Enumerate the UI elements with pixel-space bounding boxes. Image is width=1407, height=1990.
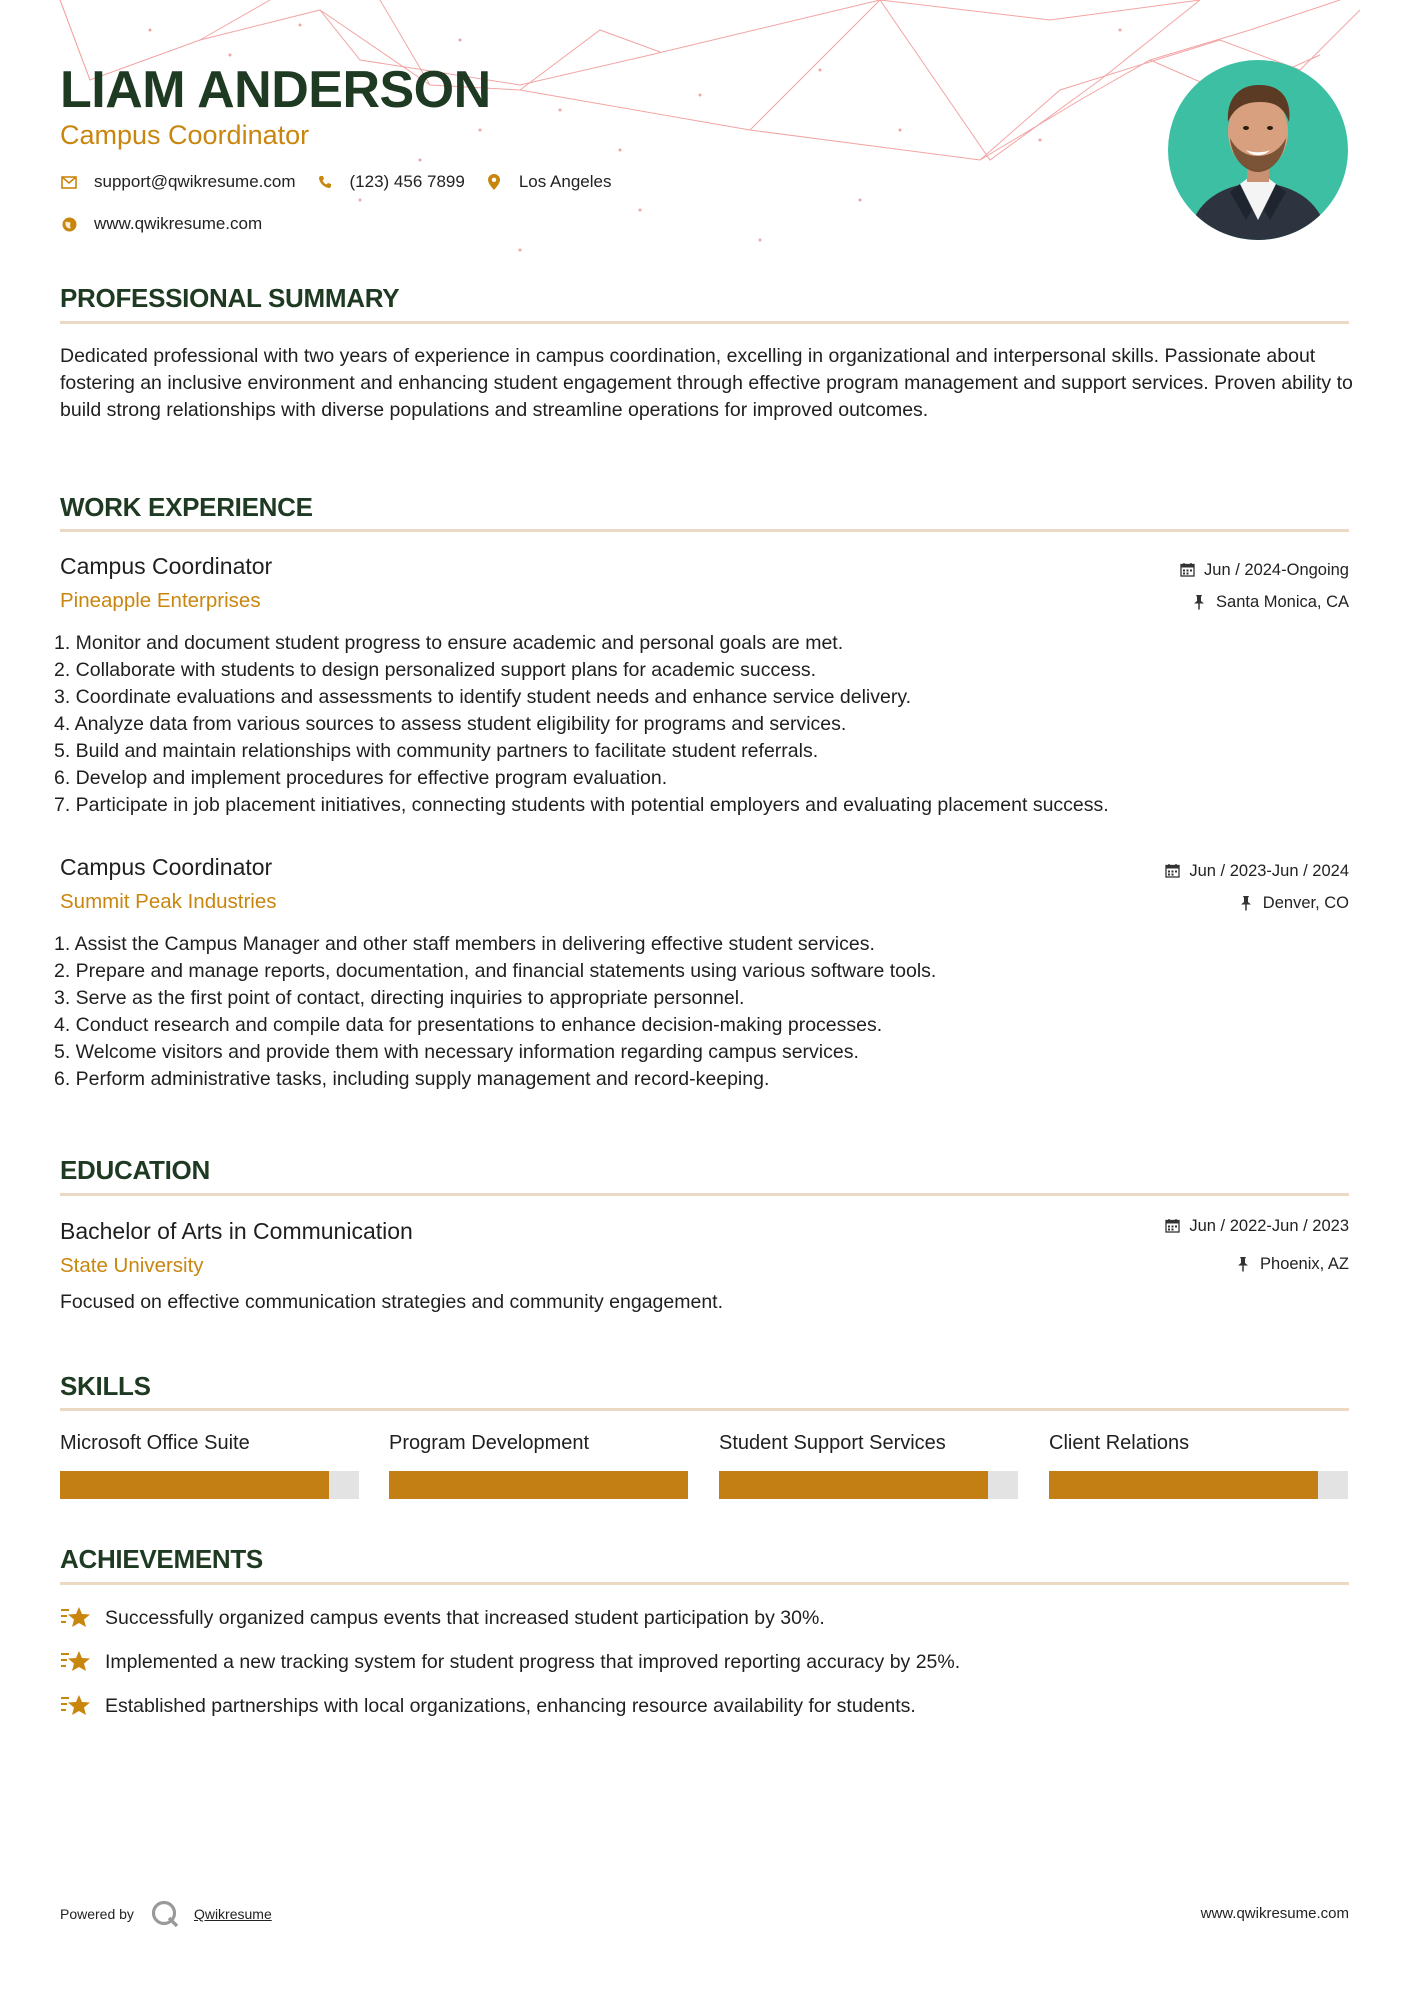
summary-text: Dedicated professional with two years of experience in campus coordination, excelling in organizational and interpersonal skills. Passionate about fostering an inclusive environment and enhancing student engagement through effective program management and support services. Proven ability to build strong relationships with diverse populations and streamline operations for improved outcomes. <box>60 345 1353 421</box>
footer-website[interactable]: www.qwikresume.com <box>1200 1905 1349 1922</box>
phone-text: (123) 456 7899 <box>349 172 465 191</box>
duty-item: 1. Monitor and document student progress to ensure academic and personal goals are met. <box>54 632 844 654</box>
skill-label: Microsoft Office Suite <box>60 1432 250 1454</box>
summary-heading: PROFESSIONAL SUMMARY <box>60 283 400 313</box>
achievement-text: Implemented a new tracking system for student progress that improved reporting accuracy by 25%. <box>105 1650 961 1673</box>
achievement-text: Established partnerships with local organizations, enhancing resource availability for students. <box>105 1694 916 1717</box>
duty-item: 7. Participate in job placement initiatives, connecting students with potential employers and evaluating placement success. <box>54 794 1109 816</box>
achievement-item <box>60 1648 960 1676</box>
job-duties-list <box>54 630 1109 819</box>
education-dates <box>1165 1215 1349 1237</box>
qwikresume-link[interactable]: Qwikresume <box>193 1906 272 1922</box>
contact-row-secondary <box>60 214 282 234</box>
duty-item: 2. Collaborate with students to design personalized support plans for academic success. <box>54 659 817 681</box>
achievements-heading: ACHIEVEMENTS <box>60 1544 263 1574</box>
calendar-icon <box>1165 1218 1181 1234</box>
contact-row-primary <box>60 172 631 192</box>
contact-website[interactable] <box>60 214 262 234</box>
job-dates-text: Jun / 2024-Ongoing <box>1204 561 1349 579</box>
skills-heading: SKILLS <box>60 1371 151 1401</box>
job-location <box>1192 591 1349 613</box>
contact-phone[interactable] <box>316 172 465 192</box>
globe-icon <box>60 215 78 233</box>
achievement-item <box>60 1692 916 1720</box>
job-dates-text: Jun / 2023-Jun / 2024 <box>1189 862 1349 880</box>
duty-item: 4. Conduct research and compile data for presentations to enhance decision-making processes. <box>54 1014 883 1036</box>
job-title: Campus Coordinator <box>60 854 273 880</box>
job-duties-list <box>54 931 936 1093</box>
summary-divider <box>60 321 1349 324</box>
contact-email[interactable] <box>60 172 296 192</box>
calendar-icon <box>1180 562 1196 578</box>
duty-item: 2. Prepare and manage reports, documentation, and financial statements using various software tools. <box>54 960 937 982</box>
skill-bar-fill <box>389 1471 688 1499</box>
skill-item <box>60 1429 359 1499</box>
skill-label: Program Development <box>389 1432 590 1454</box>
education-degree: Bachelor of Arts in Communication <box>60 1218 413 1244</box>
pushpin-icon <box>1236 1256 1252 1272</box>
achievement-item <box>60 1604 825 1632</box>
qwikresume-logo-icon <box>150 1899 180 1929</box>
calendar-icon <box>1165 863 1181 879</box>
star-icon <box>60 1648 92 1676</box>
achievements-divider <box>60 1582 1349 1585</box>
skill-label: Client Relations <box>1049 1432 1190 1454</box>
duty-item: 3. Serve as the first point of contact, directing inquiries to appropriate personnel. <box>54 987 745 1009</box>
job-location-text: Santa Monica, CA <box>1216 593 1349 611</box>
skill-bar-track <box>1049 1471 1348 1499</box>
duty-item: 5. Welcome visitors and provide them with necessary information regarding campus services. <box>54 1041 859 1063</box>
job-company: Summit Peak Industries <box>60 890 277 913</box>
job-location <box>1239 892 1349 914</box>
job-dates <box>1165 860 1349 882</box>
experience-heading: WORK EXPERIENCE <box>60 492 313 522</box>
map-pin-icon <box>485 173 503 191</box>
duty-item: 6. Perform administrative tasks, including supply management and record-keeping. <box>54 1068 770 1090</box>
education-heading: EDUCATION <box>60 1155 210 1185</box>
skill-bar-track <box>719 1471 1018 1499</box>
candidate-name: LIAM ANDERSON <box>60 61 491 119</box>
achievement-text: Successfully organized campus events that increased student participation by 30%. <box>105 1606 825 1629</box>
contact-location <box>485 172 612 192</box>
skill-item <box>389 1429 688 1499</box>
job-location-text: Denver, CO <box>1262 894 1349 912</box>
skill-bar-fill <box>60 1471 329 1499</box>
duty-item: 5. Build and maintain relationships with community partners to facilitate student referrals. <box>54 740 819 762</box>
pushpin-icon <box>1239 895 1255 911</box>
education-location <box>1236 1253 1349 1275</box>
star-icon <box>60 1692 92 1720</box>
candidate-role: Campus Coordinator <box>60 120 310 150</box>
website-text: www.qwikresume.com <box>94 214 263 233</box>
education-dates-text: Jun / 2022-Jun / 2023 <box>1189 1217 1349 1235</box>
profile-photo <box>1168 60 1348 240</box>
education-divider <box>60 1193 1349 1196</box>
duty-item: 3. Coordinate evaluations and assessments to identify student needs and enhance service delivery. <box>54 686 912 708</box>
job-title: Campus Coordinator <box>60 553 273 579</box>
education-description: Focused on effective communication strategies and community engagement. <box>60 1291 723 1313</box>
job-company: Pineapple Enterprises <box>60 589 261 612</box>
skill-bar-fill <box>1049 1471 1318 1499</box>
envelope-icon <box>60 173 78 191</box>
duty-item: 1. Assist the Campus Manager and other staff members in delivering effective student services. <box>54 933 875 955</box>
duty-item: 4. Analyze data from various sources to assess student eligibility for programs and services. <box>54 713 847 735</box>
skill-item <box>1049 1429 1348 1499</box>
experience-divider <box>60 529 1349 532</box>
skill-bar-track <box>60 1471 359 1499</box>
location-text: Los Angeles <box>518 172 612 191</box>
email-text: support@qwikresume.com <box>94 172 296 191</box>
star-icon <box>60 1604 92 1632</box>
footer-powered-by <box>60 1899 272 1929</box>
job-dates <box>1180 559 1349 581</box>
education-school: State University <box>60 1254 204 1277</box>
pushpin-icon <box>1192 594 1208 610</box>
powered-by-label: Powered by <box>60 1906 134 1922</box>
skill-bar-track <box>389 1471 688 1499</box>
education-location-text: Phoenix, AZ <box>1260 1255 1349 1273</box>
duty-item: 6. Develop and implement procedures for effective program evaluation. <box>54 767 668 789</box>
skills-divider <box>60 1408 1349 1411</box>
phone-icon <box>316 173 334 191</box>
skill-label: Student Support Services <box>719 1432 946 1454</box>
skill-bar-fill <box>719 1471 988 1499</box>
skill-item <box>719 1429 1018 1499</box>
